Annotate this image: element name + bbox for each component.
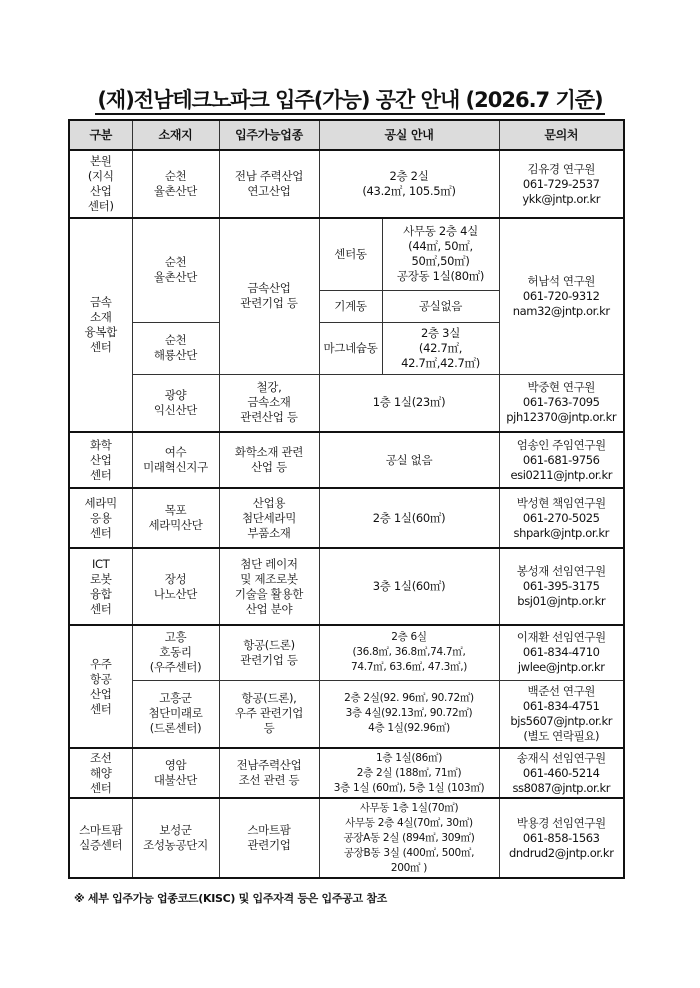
category-cell: 조선 해양 센터 <box>69 748 132 798</box>
location-cell: 영암 대불산단 <box>132 748 219 798</box>
contact-cell: 허남석 연구원 061-720-9312 nam32@jntp.or.kr <box>499 218 624 374</box>
vacancy-cell: 2층 2실(92. 96㎡, 90.72㎡) 3층 4실(92.13㎡, 90.72㎡) 4층 1실(92.96㎡) <box>319 680 499 748</box>
table-row <box>69 625 624 680</box>
industry-cell: 산업용 첨단세라믹 부품소재 <box>219 488 319 548</box>
industry-cell: 철강, 금속소재 관련산업 등 <box>219 374 319 432</box>
category-cell: 세라믹 응용 센터 <box>69 488 132 548</box>
table-row <box>69 798 624 878</box>
page-title: (재)전남테크노파크 입주(가능) 공간 안내 (2026.7 기준) <box>0 84 700 114</box>
building-cell: 센터동 <box>319 218 382 290</box>
contact-cell: 김유경 연구원 061-729-2537 ykk@jntp.or.kr <box>499 150 624 218</box>
category-cell: ICT 로봇 융합 센터 <box>69 548 132 625</box>
contact-cell: 박용경 선임연구원 061-858-1563 dndrud2@jntp.or.kr <box>499 798 624 878</box>
footnote: ※ 세부 입주가능 업종코드(KISC) 및 입주자격 등은 입주공고 참조 <box>74 892 387 905</box>
location-cell: 순천 해룡산단 <box>132 322 219 374</box>
industry-cell: 금속산업 관련기업 등 <box>219 218 319 374</box>
vacancy-cell: 사무동 1층 1실(70㎡) 사무동 2층 4실(70㎡, 30㎡) 공장A동 2실 (894㎡, 309㎡) 공장B동 3실 (400㎡, 500㎡, 200㎡ ) <box>319 798 499 878</box>
location-cell: 여수 미래혁신지구 <box>132 432 219 488</box>
location-cell: 장성 나노산단 <box>132 548 219 625</box>
building-cell: 기계동 <box>319 290 382 322</box>
table-header-row <box>69 120 624 150</box>
location-cell: 고흥 호동리 (우주센터) <box>132 625 219 680</box>
vacancy-cell: 2층 6실 (36.8㎡, 36.8㎡,74.7㎡, 74.7㎡, 63.6㎡, 47.3㎡,) <box>319 625 499 680</box>
header-location: 소재지 <box>132 120 219 150</box>
table-row <box>69 432 624 488</box>
contact-cell: 백준선 연구원 061-834-4751 bjs5607@jntp.or.kr (별도 연락필요) <box>499 680 624 748</box>
vacancy-table <box>68 119 625 879</box>
header-contact: 문의처 <box>499 120 624 150</box>
table-row <box>69 548 624 625</box>
vacancy-cell: 공실없음 <box>382 290 499 322</box>
category-cell: 화학 산업 센터 <box>69 432 132 488</box>
location-cell: 순천 율촌산단 <box>132 218 219 322</box>
vacancy-cell: 사무동 2층 4실 (44㎡, 50㎡, 50㎡,50㎡) 공장동 1실(80㎡) <box>382 218 499 290</box>
location-cell: 순천 율촌산단 <box>132 150 219 218</box>
table-row <box>69 748 624 798</box>
location-cell: 목포 세라믹산단 <box>132 488 219 548</box>
header-industry: 입주가능업종 <box>219 120 319 150</box>
location-cell: 보성군 조성농공단지 <box>132 798 219 878</box>
contact-cell: 이재환 선임연구원 061-834-4710 jwlee@jntp.or.kr <box>499 625 624 680</box>
location-cell: 고흥군 첨단미래로 (드론센터) <box>132 680 219 748</box>
contact-cell: 엄송인 주임연구원 061-681-9756 esi0211@jntp.or.kr <box>499 432 624 488</box>
table-row <box>69 374 624 432</box>
industry-cell: 화학소재 관련 산업 등 <box>219 432 319 488</box>
industry-cell: 항공(드론) 관련기업 등 <box>219 625 319 680</box>
vacancy-cell: 1층 1실(23㎡) <box>319 374 499 432</box>
category-cell: 우주 항공 산업 센터 <box>69 625 132 748</box>
industry-cell: 항공(드론), 우주 관련기업 등 <box>219 680 319 748</box>
industry-cell: 스마트팜 관련기업 <box>219 798 319 878</box>
table-row <box>69 488 624 548</box>
vacancy-cell: 2층 3실 (42.7㎡, 42.7㎡,42.7㎡) <box>382 322 499 374</box>
vacancy-cell: 2층 2실 (43.2㎡, 105.5㎡) <box>319 150 499 218</box>
building-cell: 마그네슘동 <box>319 322 382 374</box>
contact-cell: 박중현 연구원 061-763-7095 pjh12370@jntp.or.kr <box>499 374 624 432</box>
industry-cell: 전남 주력산업 연고산업 <box>219 150 319 218</box>
contact-cell: 박성현 책임연구원 061-270-5025 shpark@jntp.or.kr <box>499 488 624 548</box>
table-row <box>69 218 624 290</box>
vacancy-cell: 공실 없음 <box>319 432 499 488</box>
contact-cell: 송재식 선임연구원 061-460-5214 ss8087@jntp.or.kr <box>499 748 624 798</box>
industry-cell: 전남주력산업 조선 관련 등 <box>219 748 319 798</box>
vacancy-cell: 3층 1실(60㎡) <box>319 548 499 625</box>
category-cell: 본원 (지식 산업 센터) <box>69 150 132 218</box>
header-vacancy: 공실 안내 <box>319 120 499 150</box>
industry-cell: 첨단 레이저 및 제조로봇 기술을 활용한 산업 분야 <box>219 548 319 625</box>
location-cell: 광양 익신산단 <box>132 374 219 432</box>
vacancy-cell: 2층 1실(60㎡) <box>319 488 499 548</box>
vacancy-cell: 1층 1실(86㎡) 2층 2실 (188㎡, 71㎡) 3층 1실 (60㎡), 5층 1실 (103㎡) <box>319 748 499 798</box>
table-row <box>69 680 624 748</box>
header-category: 구분 <box>69 120 132 150</box>
category-cell: 스마트팜 실증센터 <box>69 798 132 878</box>
contact-cell: 봉성재 선임연구원 061-395-3175 bsj01@jntp.or.kr <box>499 548 624 625</box>
table-row <box>69 150 624 218</box>
category-cell: 금속 소재 융복합 센터 <box>69 218 132 432</box>
